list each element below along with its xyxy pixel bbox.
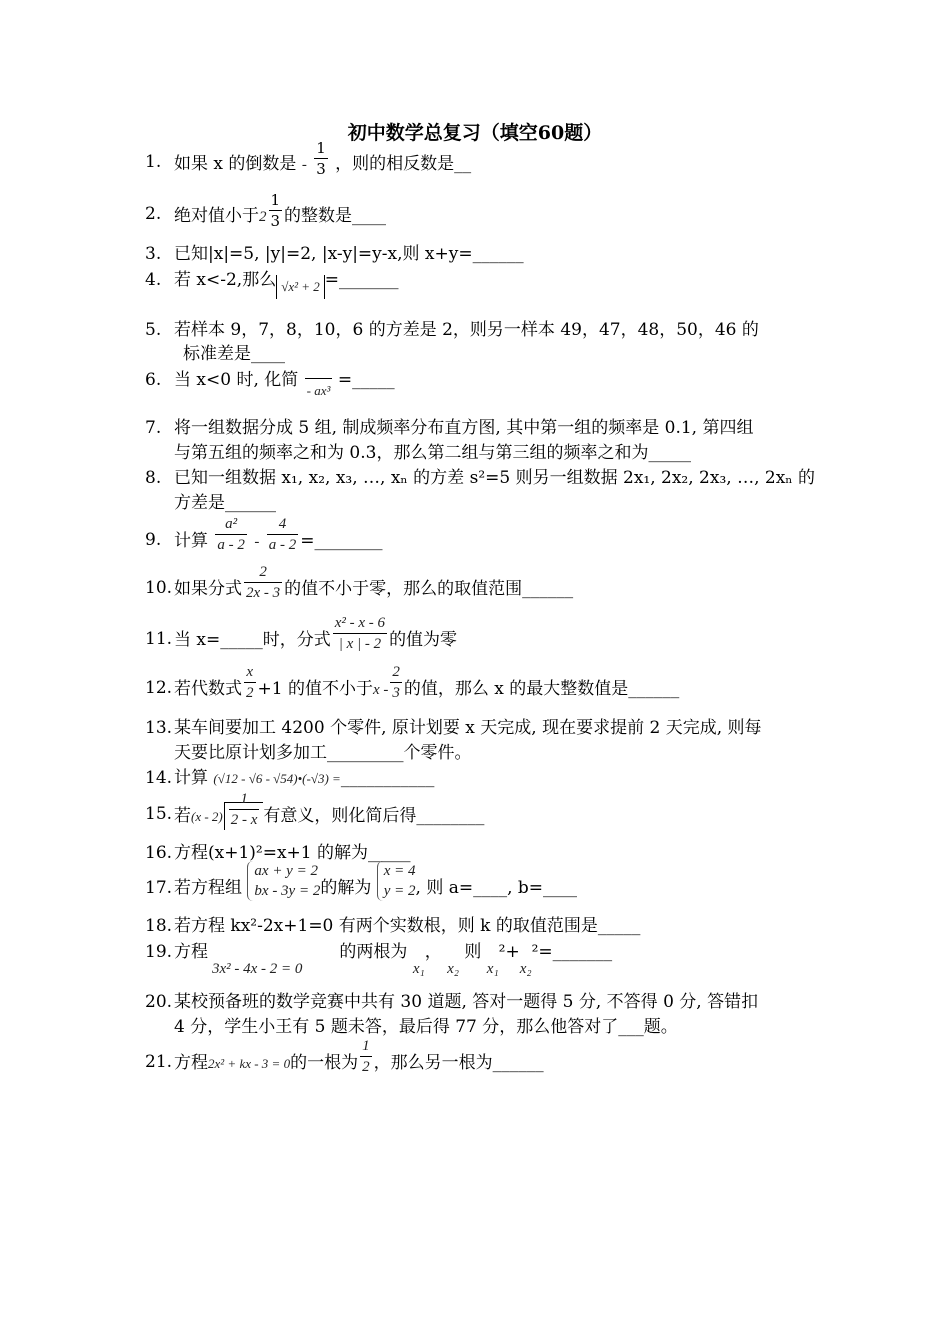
- fraction: $\frac{4}{a - 2}$: [268, 516, 297, 553]
- equation: 2x² + kx - 3 = 0: [208, 1056, 291, 1071]
- equation-system: ax + y = 2 bx - 3y = 2: [247, 861, 320, 901]
- fraction: $\frac{1}{3}$: [316, 139, 326, 178]
- fraction: $\frac{2}{2x - 3}$: [246, 564, 281, 601]
- fraction: $\frac{1}{2}$: [362, 1038, 370, 1075]
- math-expression: (√12 - √6 - √54)•(-√3) =: [213, 771, 341, 786]
- fraction: $\frac{2}{3}$: [392, 664, 400, 701]
- page-title: 初中数学总复习（填空60题）: [347, 122, 603, 144]
- equation: 3x² - 4x - 2 = 0: [212, 961, 303, 977]
- fraction: $\frac{\text{x² - x - 6}}{| x | - 2}$: [334, 615, 386, 652]
- fraction: $\frac{1}{2 - x}$: [230, 791, 258, 828]
- fraction: $\frac{x}{2}$: [246, 664, 254, 701]
- question-number: 1.: [145, 152, 162, 172]
- solution-system: x = 4 y = 2: [377, 861, 416, 901]
- math-expression: √x² + 2: [276, 275, 325, 299]
- fraction: $\frac{1}{3}$: [270, 191, 281, 230]
- fraction: $\frac{\text{a²}}{a - 2}$: [217, 516, 245, 553]
- math-expression: - ax³: [305, 378, 333, 403]
- document-page: 初中数学总复习（填空60题） 1. 如果 x 的倒数是 - $\frac{1}{3}$ ，则的相反数是__ 2. 绝对值小于2 $\frac{1}{3}$ 的整数是____ 3. 已知|x|=5, |y|=2, |x-y|=y-x,则 x+y=______ 4. 若 x<-2,那么 √x² + 2 =_______ 5. 若样本 9，7，8，10，6 的方差是 2，则另一样本 49，47，48，50，46 的 标准差是____ 6. 当 x<0 时, 化简 - ax³ =_____ 7. 将一组数据分成 5 组, 制成频率分布直方图, 其中第一组的频率是 0.1, 第四组 与第五组的频率之和为 0.3，那么第二组与第三组的频率之和为_____ 8. 已知一组数据 x₁, x₂, x₃, …, xₙ 的方差 s²=5 则另一组数据 2x₁, 2x₂, 2x₃, …, 2xₙ 的 方差是______ 9. 计算 $\frac{\text{a²}}{a - 2}$ - $\frac{4}{a - 2}$ =________ 10. 如果分式 $\frac{2}{2x - 3}$ 的值不小于零，那么的取值范围______ 11. 当 x=_____时，分式 $\frac{\text{x² - x - 6}}{| x | - 2}$ 的值为零 12. 若代数式 $\frac{x}{2}$ +1 的值不小于x - $\frac{2}{3}$ 的值，那么 x 的最大整数值是______ 13. 某车间要加工 4200 个零件, 原计划要 x 天完成, 现在要求提前 2 天完成, 则每 天要比原计划多加工_________个零件。 14. 计算 (√12 - √6 - √54)•(-√3) =___________ 15. 若(x - 2) $\frac{1}{2 - x}$ 有意义，则化简后得________ 16. 方程(x+1)²=x+1 的解为_____ 17. 若方程组 ax + y = 2 bx - 3y = 2 的解为 x = 4 y = 2 , 则 a=____, b=____ 18. 若方程 kx²-2x+1=0 有两个实数根，则 k 的取值范围是_____ 19. 方程 3x² - 4x - 2 = 0 的两根为 x₁， x₂ 则 x₁²+x₂²=_______ 20. 某校预备班的数学竞赛中共有 30 道题, 答对一题得 5 分, 不答得 0 分, 答错扣 4 分，学生小王有 5 题未答，最后得 77 分，那么他答对了___题。 21. 方程2x² + kx - 3 = 0的一根为 $\frac{1}{2}$ ，那么另一根为______: [0, 0, 950, 1344]
